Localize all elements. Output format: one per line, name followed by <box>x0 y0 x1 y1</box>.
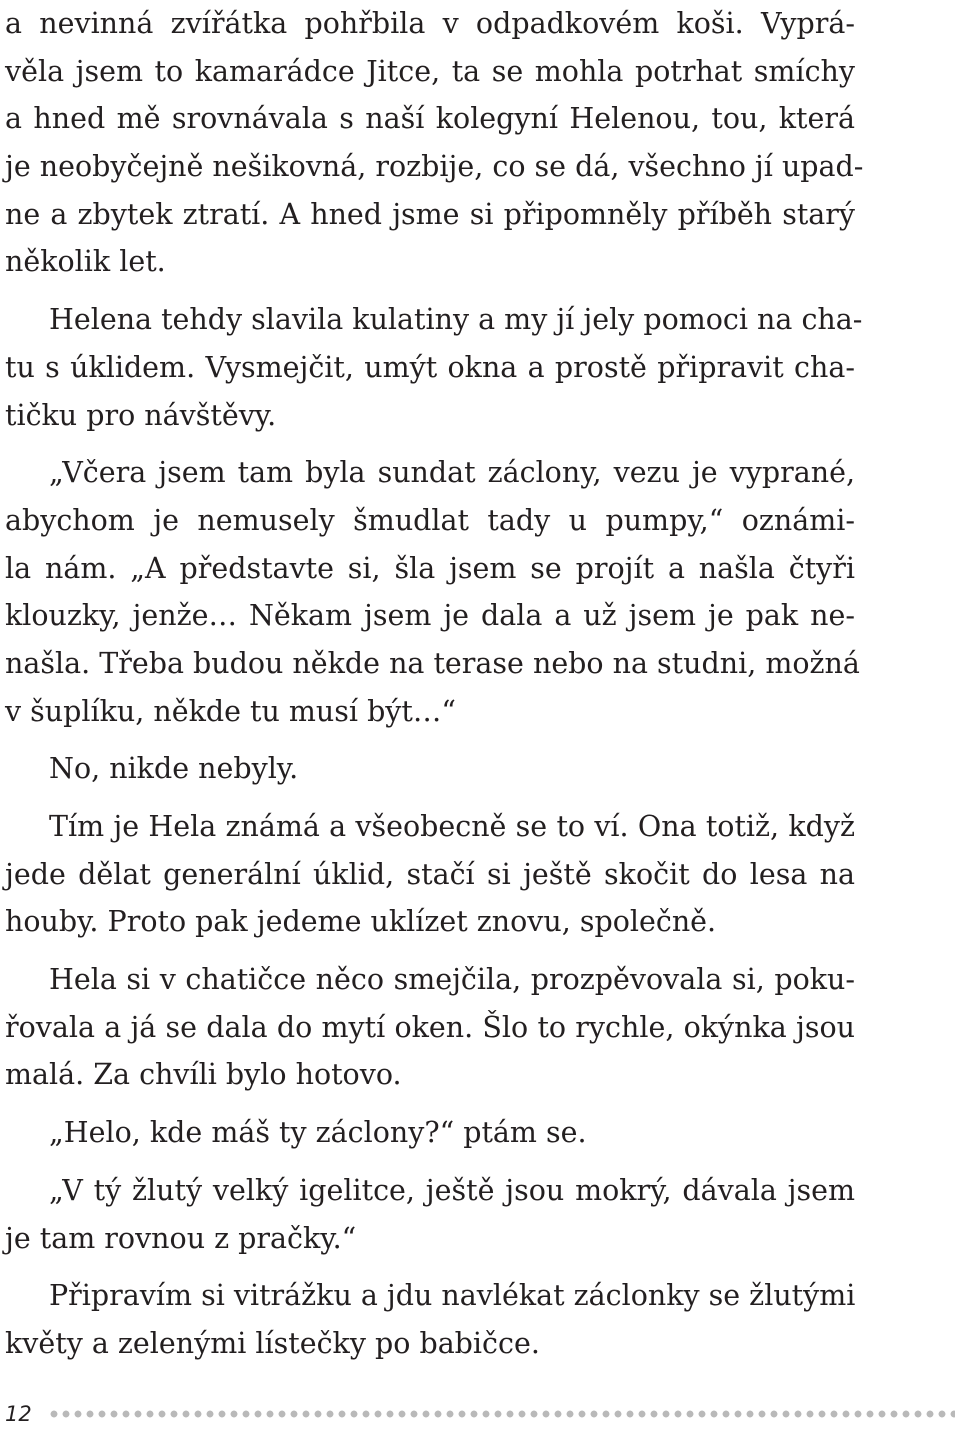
paragraph <box>5 0 864 286</box>
text-line: „V tý žlutý velký igelitce, ještě jsou mokrý, dávala jsem <box>49 1173 855 1207</box>
text-line: „Včera jsem tam byla sundat záclony, vezu je vyprané, <box>49 456 855 490</box>
text-line: květy a zelenými lístečky po babičce. <box>5 1326 540 1360</box>
text-line: a hned mě srovnávala s naší kolegyní Helenou, tou, která <box>5 102 855 136</box>
text-line: je neobyčejně nešikovná, rozbije, co se dá, všechno jí upad- <box>5 150 864 184</box>
text-line: tičku pro návštěvy. <box>5 398 277 432</box>
text-line: „Helo, kde máš ty záclony?“ ptám se. <box>49 1116 587 1150</box>
text-line: několik let. <box>5 245 166 279</box>
text-line: a nevinná zvířátka pohřbila v odpadkovém koši. Vyprá- <box>5 7 855 40</box>
paragraph <box>5 803 855 946</box>
text-line: ne a zbytek ztratí. A hned jsme si připomněly příběh starý <box>5 197 855 231</box>
paragraph <box>5 956 855 1099</box>
text-line: věla jsem to kamarádce Jitce, ta se mohla potrhat smíchy <box>5 54 855 88</box>
text-line: houby. Proto pak jedeme uklízet znovu, společně. <box>5 905 717 939</box>
text-line: Hela si v chatičce něco smejčila, prozpěvovala si, poku- <box>49 963 855 997</box>
text-line: v šuplíku, někde tu musí být…“ <box>5 694 456 728</box>
text-line: malá. Za chvíli bylo hotovo. <box>5 1058 402 1092</box>
paragraph <box>5 745 855 793</box>
text-line: je tam rovnou z pračky.“ <box>5 1221 357 1255</box>
page-number: 12 <box>5 1402 32 1426</box>
text-line: Tím je Hela známá a všeobecně se to ví. Ona totiž, když <box>49 810 855 843</box>
text-line: tu s úklidem. Vysmejčit, umýt okna a prostě připravit cha- <box>5 350 855 384</box>
text-line: jede dělat generální úklid, stačí si ještě skočit do lesa na <box>5 857 855 891</box>
text-line: našla. Třeba budou někde na terase nebo na studni, možná <box>5 646 860 680</box>
paragraph <box>5 449 860 735</box>
text-line: Helena tehdy slavila kulatiny a my jí jely pomoci na cha- <box>49 303 863 337</box>
text-line: řovala a já se dala do mytí oken. Šlo to rychle, okýnka jsou <box>5 1010 855 1044</box>
text-line: No, nikde nebyly. <box>49 752 299 786</box>
text-line: klouzky, jenže… Někam jsem je dala a už jsem je pak ne- <box>5 599 855 633</box>
text-line: Připravím si vitrážku a jdu navlékat záclonky se žlutými <box>49 1279 856 1313</box>
dotted-rule-divider <box>48 1410 955 1418</box>
paragraph <box>5 1109 855 1157</box>
page-body <box>5 0 864 1368</box>
text-line: abychom je nemusely šmudlat tady u pumpy,“ oznámi- <box>5 503 855 537</box>
text-line: la nám. „A představte si, šla jsem se projít a našla čtyři <box>5 551 855 585</box>
paragraph <box>5 1272 855 1367</box>
page-footer <box>5 1399 955 1429</box>
paragraph <box>5 296 863 439</box>
paragraph <box>5 1167 855 1262</box>
